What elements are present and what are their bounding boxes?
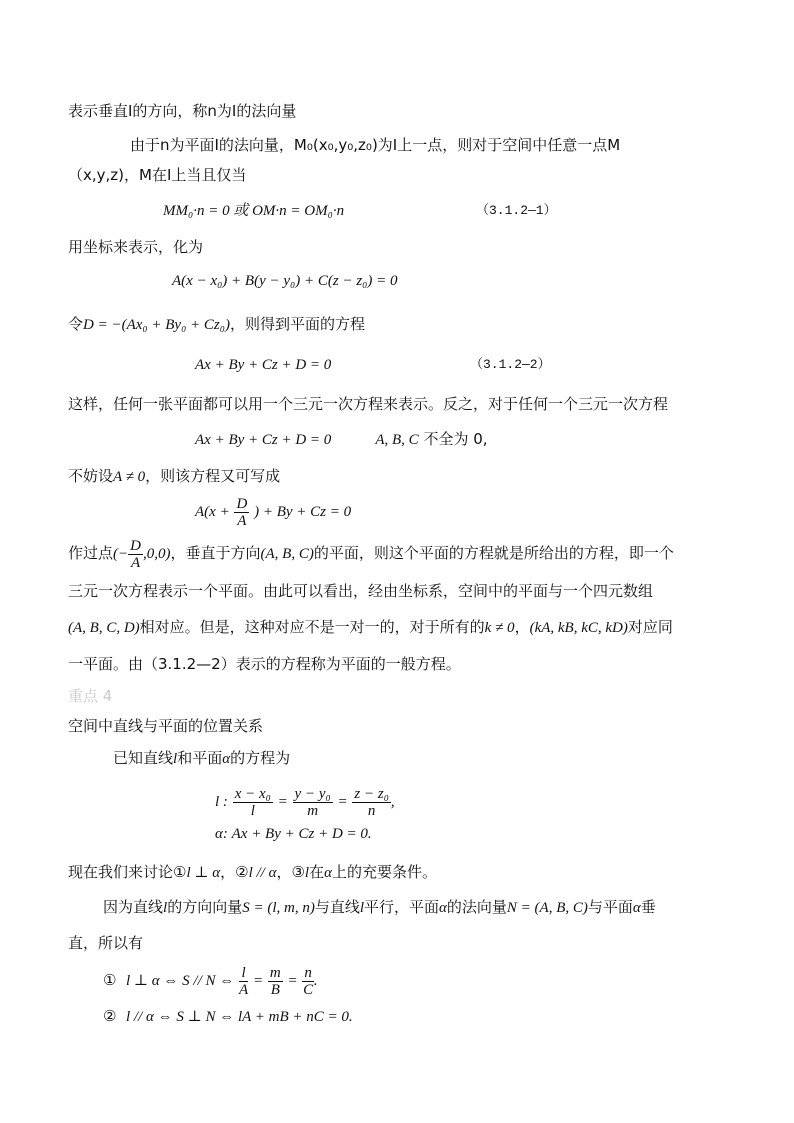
text-fragment: ，则该方程又可写成 <box>145 467 281 485</box>
text-fragment: ， <box>514 618 530 636</box>
text-line-13 <box>113 748 290 769</box>
math-fragment: l // α ⇔ S ⊥ N ⇔ lA + mB + nC = 0. <box>126 1009 353 1025</box>
text-fragment: 在 <box>309 863 325 881</box>
math-fragment: l // α <box>248 865 277 881</box>
text-line-9: 三元一次方程表示一个平面。由此可以看出，经由坐标系，空间中的平面与一个四元数组 <box>68 582 654 600</box>
equation-3-1-2-1: MM₀·n = 0 或 OM·n = OM₀·n <box>163 203 345 219</box>
equation-tag-2: （3.1.2—2） <box>470 357 551 372</box>
math-fragment: N = (A, B, C) <box>506 900 588 916</box>
text-fragment: 与直线 <box>314 898 360 916</box>
text-line-6: 这样，任何一张平面都可以用一个三元一次方程来表示。反之，对于任何一个三元一次方程 <box>68 395 669 413</box>
fraction-denominator: l <box>250 802 255 819</box>
fraction-numerator: y − y₀ <box>294 785 331 802</box>
section-heading: 空间中直线与平面的位置关系 <box>68 717 264 735</box>
text-fragment: 相对应。但是，这种对应不是一对一的，对于所有的 <box>139 618 485 636</box>
text-fragment: 的方程为 <box>230 749 291 767</box>
text-fragment: 的平面，则这个平面的方程就是所给出的方程，即一个 <box>313 544 674 562</box>
fraction-numerator: l <box>239 965 248 982</box>
fraction-d-over-a <box>128 538 143 571</box>
equation-tag-1: （3.1.2—1） <box>476 203 557 218</box>
math-fragment: l <box>304 865 310 881</box>
math-fragment: l : <box>215 794 228 810</box>
fraction-z <box>352 786 391 819</box>
math-fragment: (kA, kB, kC, kD) <box>529 620 628 636</box>
text-fragment: 对应同 <box>627 618 673 636</box>
equation-3-1-2-2: Ax + By + Cz + D = 0 <box>195 357 332 373</box>
math-fragment: α <box>222 751 231 767</box>
text-fragment: 与平面 <box>587 898 633 916</box>
comma: , <box>390 794 395 810</box>
text-fragment: 不全为 0, <box>423 430 488 448</box>
text-line-1: 表示垂直Ⅰ的方向，称n为Ⅰ的法向量 <box>68 102 297 120</box>
math-fragment: l ⊥ α <box>186 865 221 881</box>
condition-parallel <box>103 1006 353 1027</box>
text-line-2: 由于n为平面Ⅰ的法向量，M₀(x₀,y₀,z₀)为Ⅰ上一点，则对于空间中任意一点M <box>130 136 621 154</box>
fraction-denominator: m <box>307 802 319 819</box>
math-fragment: l <box>359 900 365 916</box>
fraction-n-over-c <box>302 965 314 998</box>
period: . <box>313 973 318 989</box>
equation-coordinates: A(x − x₀) + B(y − y₀) + C(z − z₀) = 0 <box>172 273 398 289</box>
math-fragment: (A, B, C) <box>260 546 314 562</box>
text-fragment: 和平面 <box>177 749 223 767</box>
text-fragment: ，③ <box>276 863 305 881</box>
math-fragment: D = −(Ax₀ + By₀ + Cz₀) <box>83 317 230 333</box>
equation-line-l <box>215 783 395 820</box>
text-line-14 <box>68 862 437 883</box>
fraction-numerator: x − x₀ <box>234 785 271 802</box>
text-fragment: 现在我们来讨论① <box>68 863 187 881</box>
text-line-3: （x,y,z)，M在Ⅰ上当且仅当 <box>68 166 247 184</box>
fraction-d-over-a <box>234 496 249 529</box>
fraction-denominator: A <box>237 512 247 529</box>
text-fragment: 平行，平面 <box>364 898 440 916</box>
text-fragment: 垂 <box>640 898 656 916</box>
text-line-15 <box>103 897 656 918</box>
text-fragment: 因为直线 <box>103 898 164 916</box>
list-marker: ② <box>103 1007 117 1025</box>
fraction-numerator: z − z₀ <box>354 785 389 802</box>
math-fragment: S = (l, m, n) <box>242 900 315 916</box>
math-fragment: l ⊥ α ⇔ S // N ⇔ <box>126 973 235 989</box>
text-fragment: 作过点 <box>68 544 114 562</box>
math-fragment: ,0,0) <box>142 546 171 562</box>
math-fragment: α <box>439 900 447 916</box>
text-fragment: 上的充要条件。 <box>331 863 437 881</box>
text-line-10 <box>68 617 673 638</box>
fraction-numerator: D <box>236 495 248 512</box>
equals-sign: = <box>277 794 288 810</box>
math-fragment: A, B, C <box>375 432 419 448</box>
text-line-5 <box>68 314 365 335</box>
equation-rewritten <box>195 494 351 529</box>
equation-plane-alpha: α: Ax + By + Cz + D = 0. <box>215 826 372 842</box>
condition-perpendicular <box>103 960 318 1001</box>
fraction-numerator: n <box>304 964 312 981</box>
fraction-x <box>233 786 273 819</box>
text-fragment: 已知直线 <box>113 749 174 767</box>
equation-general-form <box>195 429 488 450</box>
text-line-4: 用坐标来表示，化为 <box>68 238 204 256</box>
fraction-m-over-b <box>268 965 283 998</box>
fraction-numerator: D <box>130 537 141 554</box>
fraction-denominator: B <box>270 981 280 998</box>
math-fragment: α <box>632 900 641 916</box>
text-fragment: ，② <box>220 863 249 881</box>
equals-sign: = <box>337 794 348 810</box>
equals-sign: = <box>252 973 264 989</box>
text-line-16: 直，所以有 <box>68 934 144 952</box>
math-fragment: A(x + <box>195 504 230 520</box>
math-fragment: (A, B, C, D) <box>68 620 140 636</box>
text-fragment: 的方向向量 <box>167 898 243 916</box>
math-fragment: A ≠ 0 <box>113 469 146 485</box>
list-marker: ① <box>103 971 117 989</box>
text-fragment: 不妨设 <box>68 467 114 485</box>
text-line-11: 一平面。由（3.1.2—2）表示的方程称为平面的一般方程。 <box>68 655 461 673</box>
fraction-l-over-a <box>239 965 248 998</box>
math-fragment: l <box>163 900 168 916</box>
fraction-denominator: A <box>130 554 141 571</box>
text-line-8 <box>68 536 674 571</box>
fraction-denominator: A <box>239 981 249 998</box>
text-line-7 <box>68 466 280 487</box>
math-fragment: ) + By + Cz = 0 <box>254 504 352 520</box>
fraction-y <box>293 786 333 819</box>
equals-sign: = <box>287 973 298 989</box>
math-fragment: l <box>173 751 178 767</box>
fraction-denominator: C <box>303 981 314 998</box>
text-fragment: 的法向量 <box>446 898 507 916</box>
fraction-numerator: m <box>269 964 281 981</box>
fraction-denominator: n <box>367 802 376 819</box>
math-fragment: Ax + By + Cz + D = 0 <box>195 432 332 448</box>
faded-heading: 重点 4 <box>68 687 113 705</box>
text-fragment: ，垂直于方向 <box>170 544 261 562</box>
math-fragment: (− <box>113 546 129 562</box>
text-fragment: 令 <box>68 315 84 333</box>
text-fragment: ，则得到平面的方程 <box>229 315 365 333</box>
math-fragment: α <box>324 865 332 881</box>
math-fragment: k ≠ 0 <box>484 620 515 636</box>
